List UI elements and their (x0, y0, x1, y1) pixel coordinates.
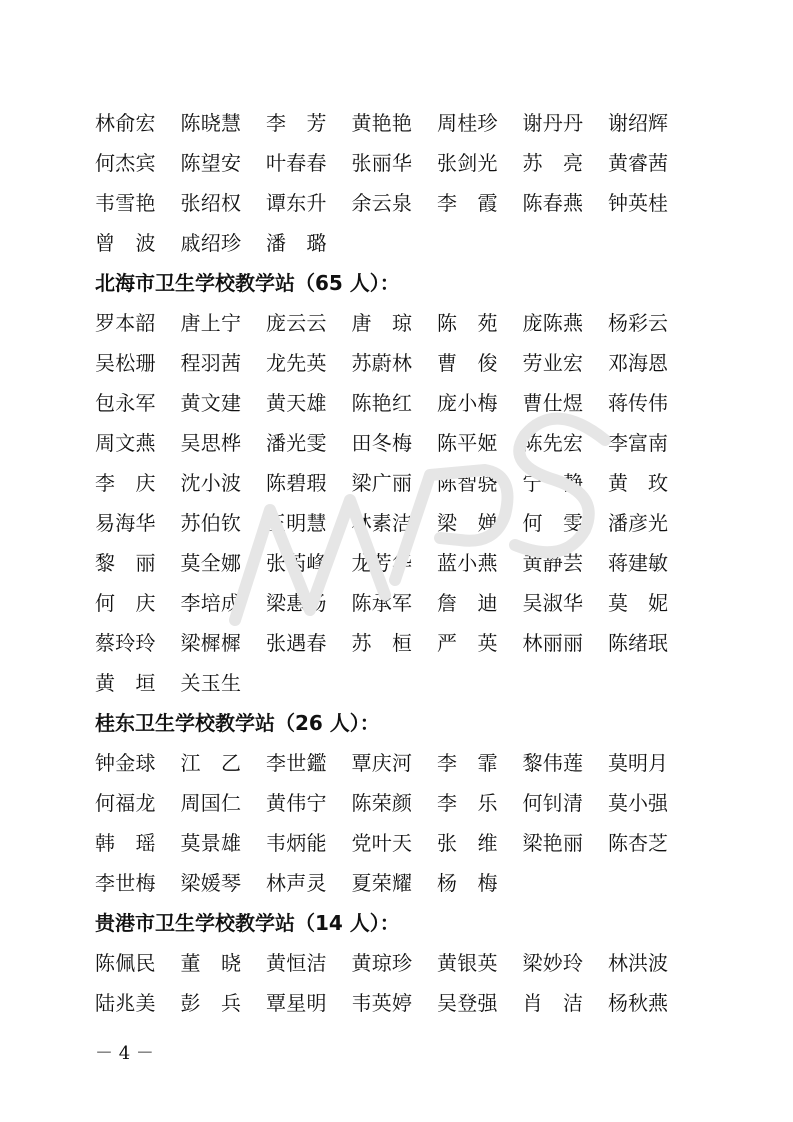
person-name: 莫全娜 (180, 551, 241, 575)
person-name: 黎伟莲 (522, 751, 583, 775)
person-name: 黄琼珍 (351, 951, 412, 975)
name-row (95, 303, 735, 343)
person-name: 宁一静 (522, 471, 583, 495)
person-name: 党叶天 (351, 831, 412, 855)
person-name: 陈艳红 (351, 391, 412, 415)
person-name: 林丽丽 (522, 631, 583, 655)
person-name: 沈小波 (180, 471, 241, 495)
person-name: 潘光雯 (266, 431, 327, 455)
person-name: 罗本韶 (95, 311, 156, 335)
name-row (95, 543, 735, 583)
person-name: 李培成 (180, 591, 241, 615)
name-row (95, 463, 735, 503)
person-name: 黄艳艳 (351, 111, 412, 135)
person-name: 梁樨樨 (180, 631, 241, 655)
person-name: 江 乙 (180, 751, 241, 775)
person-name: 程羽茜 (180, 351, 241, 375)
person-name: 黄睿茜 (608, 151, 668, 175)
person-name: 陈平姬 (437, 431, 498, 455)
person-name: 何杰宾 (95, 151, 156, 175)
person-name: 李 芳 (266, 111, 327, 135)
person-name: 吴登强 (437, 991, 498, 1015)
name-row (95, 343, 735, 383)
person-name: 黄伟宁 (266, 791, 327, 815)
person-name: 林声灵 (266, 871, 327, 895)
person-name: 张芮峰 (266, 551, 327, 575)
person-name: 林洪波 (608, 951, 668, 975)
person-name: 何福龙 (95, 791, 156, 815)
person-name: 谭东升 (266, 191, 327, 215)
person-name: 李 霏 (437, 751, 498, 775)
person-name: 何 庆 (95, 591, 156, 615)
name-row (95, 943, 735, 983)
person-name: 蒋传伟 (608, 391, 668, 415)
person-name: 劳业宏 (522, 351, 583, 375)
person-name: 吴思桦 (180, 431, 241, 455)
person-name: 梁妙玲 (522, 951, 583, 975)
person-name: 韦英婷 (351, 991, 412, 1015)
name-row (95, 823, 735, 863)
person-name: 黄银英 (437, 951, 498, 975)
person-name: 莫 妮 (608, 591, 668, 615)
person-name: 杨 梅 (437, 871, 498, 895)
person-name: 陈佩民 (95, 951, 156, 975)
person-name: 梁艳丽 (522, 831, 583, 855)
person-name: 严 英 (437, 631, 498, 655)
person-name: 陈杏芝 (608, 831, 668, 855)
person-name: 何 雯 (522, 511, 583, 535)
person-name: 李世梅 (95, 871, 156, 895)
person-name: 林俞宏 (95, 111, 156, 135)
person-name: 陈望安 (180, 151, 241, 175)
name-list (95, 103, 735, 1023)
person-name: 覃庆河 (351, 751, 412, 775)
person-name: 周文燕 (95, 431, 156, 455)
person-name: 黄恒洁 (266, 951, 327, 975)
person-name: 潘彦光 (608, 511, 668, 535)
person-name: 韩 瑶 (95, 831, 156, 855)
person-name: 陈晓慧 (180, 111, 241, 135)
person-name: 曾 波 (95, 231, 156, 255)
person-name: 陈绪珉 (608, 631, 668, 655)
person-name: 周国仁 (180, 791, 241, 815)
person-name: 周桂珍 (437, 111, 498, 135)
person-name: 梁惠扬 (266, 591, 327, 615)
person-name: 曹 俊 (437, 351, 498, 375)
person-name: 关玉生 (180, 671, 241, 695)
person-name: 韦炳能 (266, 831, 327, 855)
person-name: 黄天雄 (266, 391, 327, 415)
person-name: 李 乐 (437, 791, 498, 815)
person-name: 李 霞 (437, 191, 498, 215)
person-name: 戚绍珍 (180, 231, 241, 255)
person-name: 叶春春 (266, 151, 327, 175)
person-name: 梁媛琴 (180, 871, 241, 895)
person-name: 张绍权 (180, 191, 241, 215)
person-name: 庞云云 (266, 311, 327, 335)
person-name: 肖 洁 (522, 991, 583, 1015)
person-name: 李世鑑 (266, 751, 327, 775)
person-name: 陈荣颜 (351, 791, 412, 815)
name-row (95, 503, 735, 543)
name-row (95, 103, 735, 143)
person-name: 庞小梅 (437, 391, 498, 415)
name-row (95, 663, 735, 703)
person-name: 王明慧 (266, 511, 327, 535)
person-name: 庞陈燕 (522, 311, 583, 335)
name-row (95, 623, 735, 663)
person-name: 陆兆美 (95, 991, 156, 1015)
person-name: 张遇春 (266, 631, 327, 655)
person-name: 梁广丽 (351, 471, 412, 495)
person-name: 张剑光 (437, 151, 498, 175)
person-name: 莫小强 (608, 791, 668, 815)
section-heading: 桂东卫生学校教学站（26 人）： (95, 711, 380, 735)
person-name: 余云泉 (351, 191, 412, 215)
name-row (95, 383, 735, 423)
name-row (95, 183, 735, 223)
person-name: 唐上宁 (180, 311, 241, 335)
person-name: 谢绍辉 (608, 111, 668, 135)
person-name: 黄文建 (180, 391, 241, 415)
name-row (95, 743, 735, 783)
person-name: 陈承军 (351, 591, 412, 615)
person-name: 黄静芸 (522, 551, 583, 575)
person-name: 龙先英 (266, 351, 327, 375)
person-name: 陈 苑 (437, 311, 498, 335)
person-name: 董 晓 (180, 951, 241, 975)
person-name: 黄 玫 (608, 471, 668, 495)
person-name: 苏 亮 (522, 151, 583, 175)
person-name: 包永军 (95, 391, 156, 415)
person-name: 陈碧瑕 (266, 471, 327, 495)
person-name: 蔡玲玲 (95, 631, 156, 655)
name-row (95, 423, 735, 463)
person-name: 彭 兵 (180, 991, 241, 1015)
person-name: 杨秋燕 (608, 991, 668, 1015)
person-name: 陈智骁 (437, 471, 498, 495)
person-name: 吴淑华 (522, 591, 583, 615)
person-name: 何钊清 (522, 791, 583, 815)
person-name: 蓝小燕 (437, 551, 498, 575)
person-name: 陈先宏 (522, 431, 583, 455)
person-name: 龙芳华 (351, 551, 412, 575)
person-name: 莫明月 (608, 751, 668, 775)
person-name: 陈春燕 (522, 191, 583, 215)
person-name: 钟金球 (95, 751, 156, 775)
person-name: 田冬梅 (351, 431, 412, 455)
name-row (95, 863, 735, 903)
section-heading: 北海市卫生学校教学站（65 人）： (95, 271, 400, 295)
person-name: 夏荣耀 (351, 871, 412, 895)
person-name: 唐 琼 (351, 311, 412, 335)
person-name: 曹仕煜 (522, 391, 583, 415)
person-name: 易海华 (95, 511, 156, 535)
section-heading: 贵港市卫生学校教学站（14 人）： (95, 911, 400, 935)
person-name: 吴松珊 (95, 351, 156, 375)
person-name: 覃星明 (266, 991, 327, 1015)
person-name: 韦雪艳 (95, 191, 156, 215)
name-row (95, 143, 735, 183)
person-name: 潘 璐 (266, 231, 327, 255)
person-name: 邓海恩 (608, 351, 668, 375)
person-name: 梁 婵 (437, 511, 498, 535)
person-name: 谢丹丹 (522, 111, 583, 135)
person-name: 杨彩云 (608, 311, 668, 335)
person-name: 林素洁 (351, 511, 412, 535)
person-name: 张 维 (437, 831, 498, 855)
person-name: 詹 迪 (437, 591, 498, 615)
person-name: 苏伯钦 (180, 511, 241, 535)
person-name: 莫景雄 (180, 831, 241, 855)
person-name: 黄 垣 (95, 671, 156, 695)
person-name: 钟英桂 (608, 191, 668, 215)
person-name: 苏蔚林 (351, 351, 412, 375)
page-number: － 4 － (95, 1043, 154, 1064)
person-name: 蒋建敏 (608, 551, 668, 575)
person-name: 黎 丽 (95, 551, 156, 575)
person-name: 李 庆 (95, 471, 156, 495)
name-row (95, 983, 735, 1023)
person-name: 李富南 (608, 431, 668, 455)
name-row (95, 583, 735, 623)
person-name: 苏 桓 (351, 631, 412, 655)
name-row (95, 223, 735, 263)
name-row (95, 783, 735, 823)
person-name: 张丽华 (351, 151, 412, 175)
